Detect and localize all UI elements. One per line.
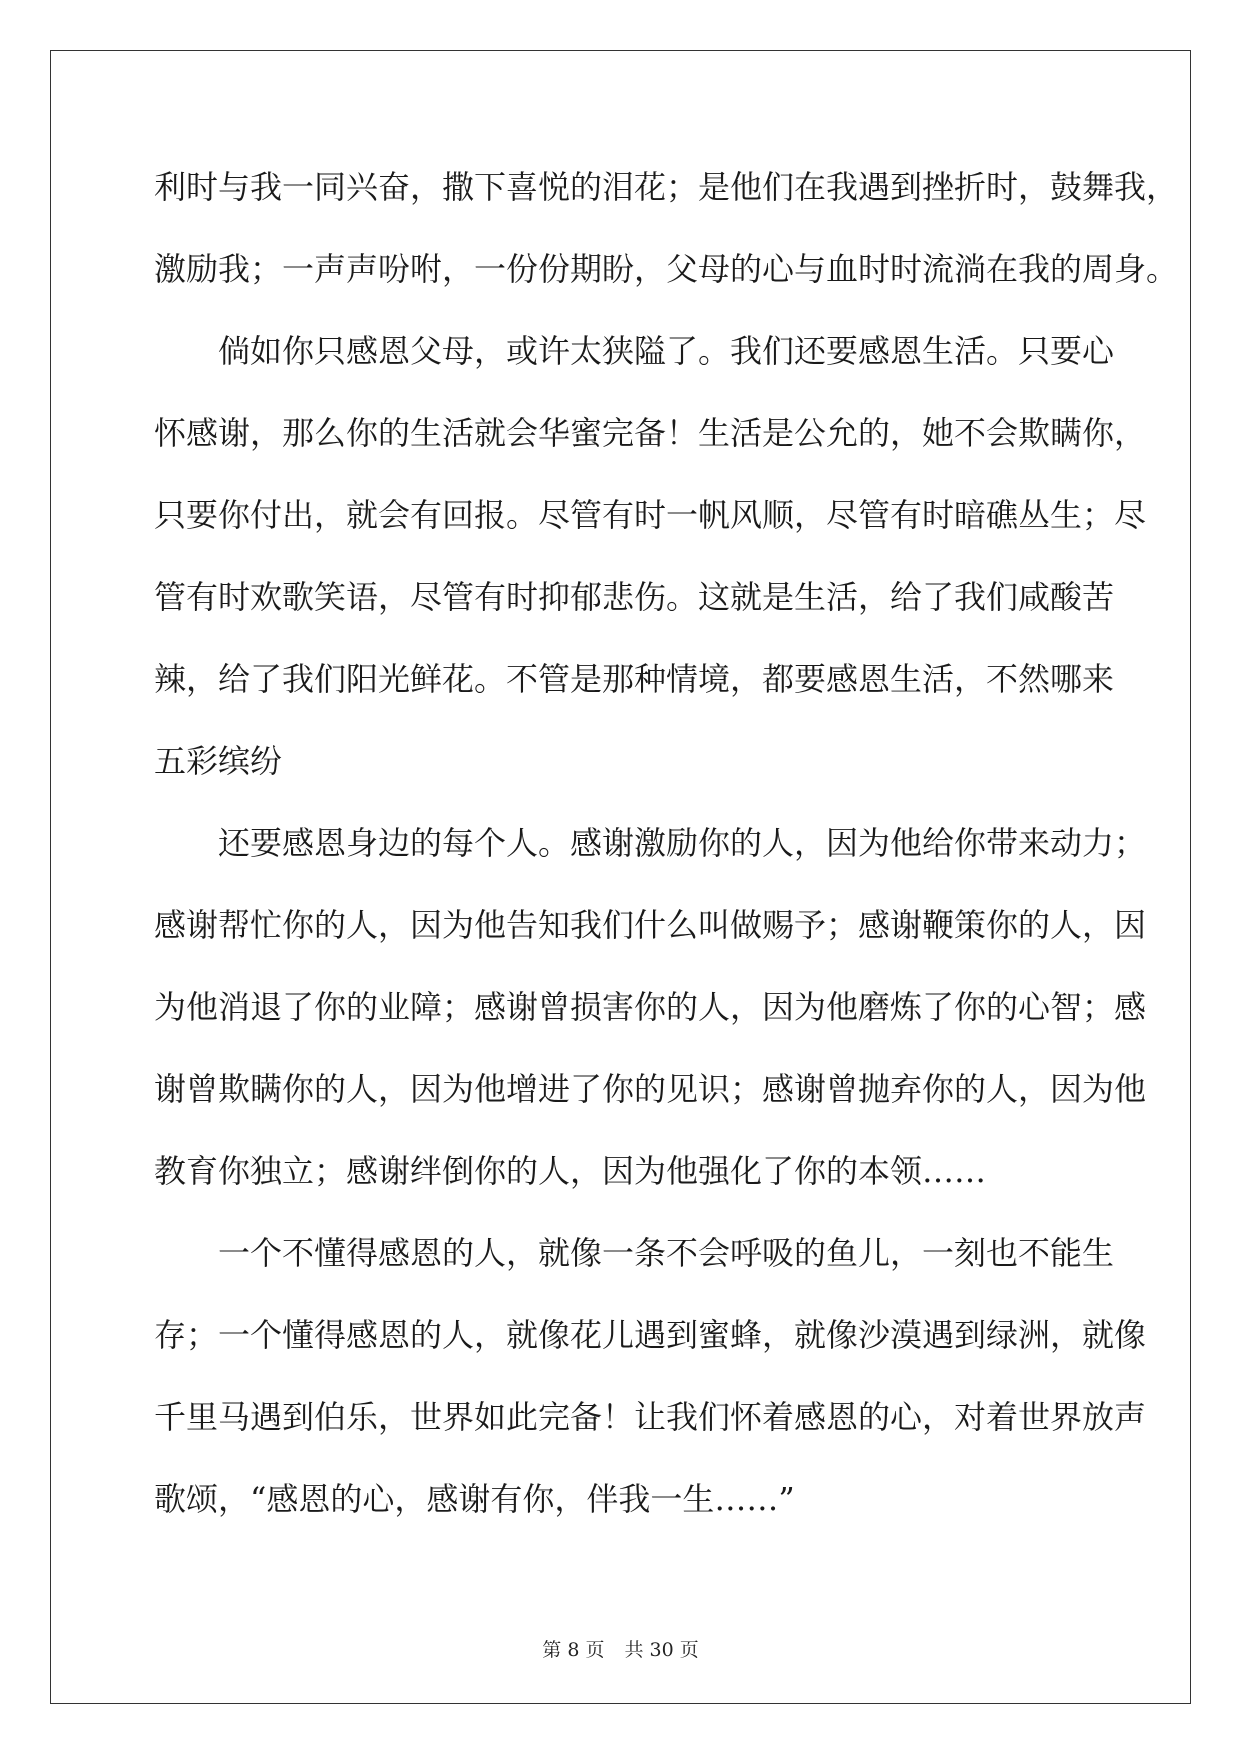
document-body [154, 160, 1179, 1554]
text-line: 五彩缤纷 [154, 742, 283, 780]
text-line: 谢曾欺瞒你的人，因为他增进了你的见识；感谢曾抛弃你的人，因为他 [154, 1070, 1147, 1108]
text-line: 激励我；一声声吩咐，一份份期盼，父母的心与血时时流淌在我的周身。 [154, 250, 1179, 288]
text-line: 怀感谢，那么你的生活就会华蜜完备！生活是公允的，她不会欺瞒你， [154, 414, 1147, 452]
page-number: 第 8 页 [542, 1639, 605, 1661]
page-total: 共 30 页 [624, 1639, 699, 1661]
text-line: 一个不懂得感恩的人，就像一条不会呼吸的鱼儿，一刻也不能生 [154, 1234, 1115, 1272]
text-line: 歌颂，“感恩的心，感谢有你，伴我一生……” [154, 1480, 795, 1518]
text-line: 还要感恩身边的每个人。感谢激励你的人，因为他给你带来动力； [154, 824, 1147, 862]
text-line: 千里马遇到伯乐，世界如此完备！让我们怀着感恩的心，对着世界放声 [154, 1398, 1147, 1436]
text-line: 利时与我一同兴奋，撒下喜悦的泪花；是他们在我遇到挫折时，鼓舞我， [154, 168, 1179, 206]
text-line: 为他消退了你的业障；感谢曾损害你的人，因为他磨炼了你的心智；感 [154, 988, 1147, 1026]
page-footer [0, 1638, 1241, 1662]
text-line: 辣，给了我们阳光鲜花。不管是那种情境，都要感恩生活，不然哪来 [154, 660, 1115, 698]
text-line: 只要你付出，就会有回报。尽管有时一帆风顺，尽管有时暗礁丛生；尽 [154, 496, 1147, 534]
text-line: 感谢帮忙你的人，因为他告知我们什么叫做赐予；感谢鞭策你的人，因 [154, 906, 1147, 944]
text-line: 教育你独立；感谢绊倒你的人，因为他强化了你的本领…… [154, 1152, 987, 1190]
text-line: 倘如你只感恩父母，或许太狭隘了。我们还要感恩生活。只要心 [154, 332, 1115, 370]
text-line: 管有时欢歌笑语，尽管有时抑郁悲伤。这就是生活，给了我们咸酸苦 [154, 578, 1115, 616]
text-line: 存；一个懂得感恩的人，就像花儿遇到蜜蜂，就像沙漠遇到绿洲，就像 [154, 1316, 1147, 1354]
